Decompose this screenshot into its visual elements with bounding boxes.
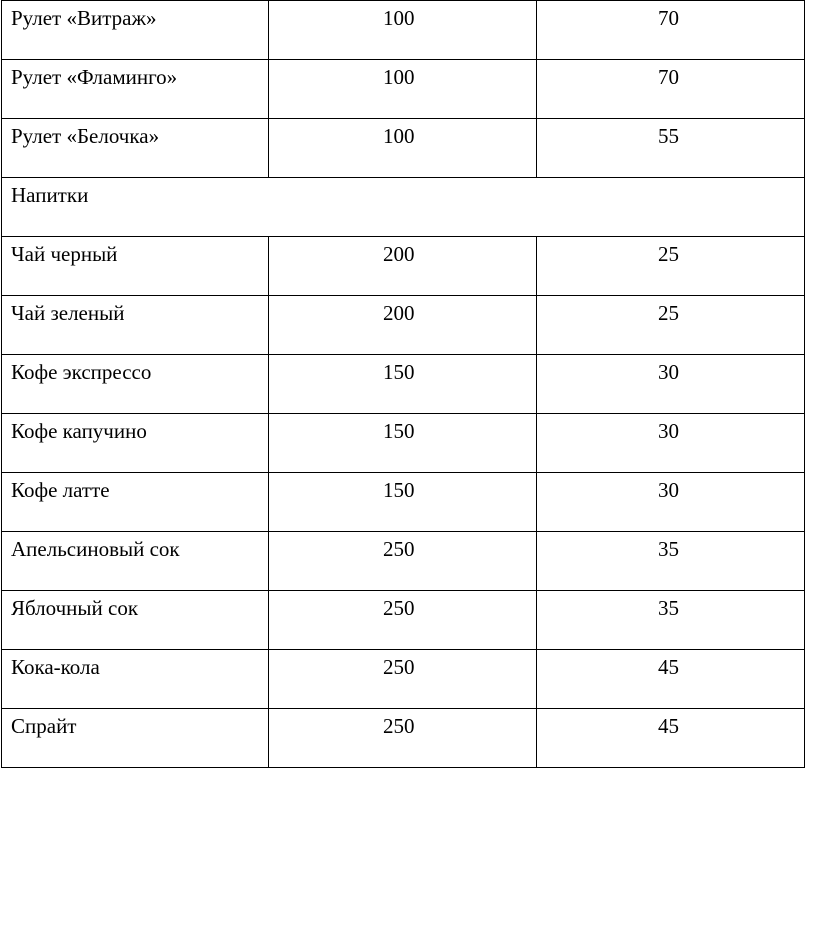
item-qty: 250 [383, 655, 415, 679]
menu-table-body [2, 1, 805, 768]
table-row [2, 650, 805, 709]
item-qty-cell [269, 237, 537, 296]
item-price: 55 [658, 124, 679, 148]
item-name: Спрайт [11, 714, 77, 738]
item-qty: 200 [383, 301, 415, 325]
item-price: 70 [658, 65, 679, 89]
item-price-cell [537, 591, 805, 650]
item-qty-cell [269, 591, 537, 650]
item-price: 35 [658, 596, 679, 620]
item-name-cell [2, 650, 269, 709]
table-row [2, 355, 805, 414]
item-price-cell [537, 119, 805, 178]
item-qty-cell [269, 414, 537, 473]
item-price-cell [537, 709, 805, 768]
item-qty-cell [269, 709, 537, 768]
table-row [2, 473, 805, 532]
item-name: Рулет «Белочка» [11, 124, 160, 148]
table-row [2, 119, 805, 178]
item-name-cell [2, 473, 269, 532]
item-qty-cell [269, 60, 537, 119]
item-price: 70 [658, 6, 679, 30]
menu-table [1, 0, 805, 768]
item-qty-cell [269, 473, 537, 532]
item-name-cell [2, 355, 269, 414]
item-qty: 100 [383, 65, 415, 89]
item-qty-cell [269, 532, 537, 591]
item-price-cell [537, 1, 805, 60]
item-name-cell [2, 60, 269, 119]
item-name: Яблочный сок [11, 596, 139, 620]
item-name: Рулет «Витраж» [11, 6, 157, 30]
item-price: 30 [658, 478, 679, 502]
item-name: Кока-кола [11, 655, 100, 679]
item-qty: 150 [383, 360, 415, 384]
item-name-cell [2, 237, 269, 296]
item-price-cell [537, 355, 805, 414]
item-qty-cell [269, 355, 537, 414]
item-qty: 100 [383, 124, 415, 148]
item-price: 25 [658, 301, 679, 325]
table-row [2, 532, 805, 591]
item-name-cell [2, 591, 269, 650]
item-name: Чай зеленый [11, 301, 125, 325]
item-price: 25 [658, 242, 679, 266]
item-qty: 250 [383, 596, 415, 620]
item-name-cell [2, 296, 269, 355]
item-qty: 250 [383, 537, 415, 561]
section-title: Напитки [11, 183, 89, 207]
item-qty-cell [269, 650, 537, 709]
item-name: Кофе капучино [11, 419, 147, 443]
item-price-cell [537, 296, 805, 355]
item-price: 35 [658, 537, 679, 561]
table-row [2, 414, 805, 473]
item-name: Кофе экспрессо [11, 360, 152, 384]
item-price: 30 [658, 360, 679, 384]
table-row [2, 60, 805, 119]
item-price-cell [537, 414, 805, 473]
item-qty-cell [269, 119, 537, 178]
item-qty: 200 [383, 242, 415, 266]
item-price-cell [537, 650, 805, 709]
item-qty-cell [269, 296, 537, 355]
item-price-cell [537, 532, 805, 591]
table-row [2, 591, 805, 650]
item-qty: 250 [383, 714, 415, 738]
item-name-cell [2, 119, 269, 178]
item-name-cell [2, 532, 269, 591]
table-row [2, 709, 805, 768]
item-name-cell [2, 709, 269, 768]
section-row [2, 178, 805, 237]
item-name: Чай черный [11, 242, 118, 266]
table-row [2, 296, 805, 355]
table-row [2, 237, 805, 296]
item-qty: 150 [383, 478, 415, 502]
item-price: 30 [658, 419, 679, 443]
item-price-cell [537, 60, 805, 119]
item-name-cell [2, 1, 269, 60]
table-row [2, 1, 805, 60]
item-name: Кофе латте [11, 478, 110, 502]
item-name: Рулет «Фламинго» [11, 65, 178, 89]
item-qty: 150 [383, 419, 415, 443]
item-name-cell [2, 414, 269, 473]
item-price: 45 [658, 714, 679, 738]
item-price-cell [537, 473, 805, 532]
section-header-cell [2, 178, 805, 237]
item-price: 45 [658, 655, 679, 679]
item-qty: 100 [383, 6, 415, 30]
item-qty-cell [269, 1, 537, 60]
item-name: Апельсиновый сок [11, 537, 180, 561]
item-price-cell [537, 237, 805, 296]
